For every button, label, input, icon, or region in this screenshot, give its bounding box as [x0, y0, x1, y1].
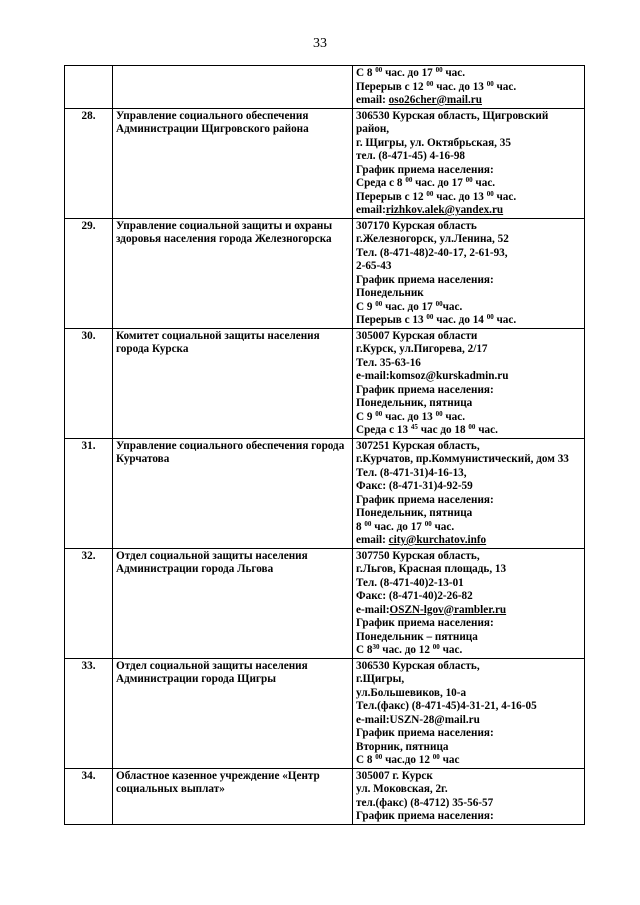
contact-text: 305007 Курская области [356, 329, 478, 342]
contact-text: ул.Большевиков, 10-а [356, 686, 467, 699]
contact-text: Понедельник, пятница [356, 397, 473, 409]
contact-line [356, 550, 581, 564]
contact-line [356, 397, 581, 411]
contact-text: час. до 17 [382, 67, 436, 79]
contact-line [356, 770, 581, 784]
contact-line [356, 577, 581, 591]
time-minutes-superscript: 00 [486, 313, 494, 321]
contact-text: Тел. (8-471-31)4-16-13, [356, 466, 467, 479]
time-minutes-superscript: 00 [426, 313, 434, 321]
contact-line [356, 370, 581, 384]
contact-details [353, 66, 585, 109]
contact-line [356, 287, 581, 301]
contact-line [356, 150, 581, 164]
contact-line [356, 687, 581, 701]
contact-text: час. [442, 300, 463, 313]
time-minutes-superscript: 00 [364, 519, 372, 528]
organization-name: Комитет социальной защиты населения города Курска [113, 328, 353, 438]
contact-text: Вторник, пятница [356, 740, 449, 753]
contact-text: Перерыв с 13 [356, 314, 427, 326]
organization-name: Отдел социальной защиты населения Администрации города Щигры [113, 658, 353, 768]
contact-text: час. до 13 [433, 190, 487, 203]
contact-line [356, 220, 581, 234]
time-minutes-superscript: 00 [432, 643, 440, 651]
table-row [65, 108, 585, 218]
time-minutes-superscript: 00 [426, 79, 434, 88]
page-number: 33 [313, 36, 327, 51]
contact-line [356, 797, 581, 811]
contact-details [353, 218, 585, 328]
contact-text: 8 [356, 520, 365, 533]
time-minutes-superscript: 00 [486, 189, 494, 198]
contact-text: 2-65-43 [356, 260, 392, 272]
contact-text: г.Курчатов, пр.Коммунистический, дом 33 [356, 453, 569, 465]
time-minutes-superscript: 00 [435, 409, 443, 418]
time-minutes-superscript: 00 [375, 409, 383, 418]
contact-line [356, 453, 581, 467]
email-link: OSZN-lgov@rambler.ru [389, 603, 507, 616]
contact-text: час. до 17 [382, 300, 436, 313]
contact-text: час. [472, 177, 496, 189]
contact-text: Понедельник, пятница [356, 507, 473, 519]
row-number [65, 66, 113, 109]
contact-text: 307251 Курская область, [356, 439, 480, 452]
table-row [65, 768, 585, 824]
table-row [65, 218, 585, 328]
contact-text: час. до 13 [382, 410, 436, 423]
contact-line [356, 314, 581, 328]
time-minutes-superscript: 00 [468, 423, 476, 431]
organization-name: Управление социального обеспечения Администрации Щигровского района [113, 108, 353, 218]
table-row [65, 658, 585, 768]
organization-name [113, 66, 353, 109]
contact-text: График приема населения: [356, 493, 494, 506]
contact-line [356, 754, 581, 768]
contact-text: час. [475, 424, 498, 436]
contact-text: 307170 Курская область [356, 219, 477, 232]
contact-text: г. Щигры, ул. Октябрьская, 35 [356, 136, 511, 149]
contact-details [353, 658, 585, 768]
contact-line [356, 644, 581, 658]
time-minutes-superscript: 00 [465, 176, 473, 184]
contact-text: час. [493, 314, 517, 326]
contact-text: e-mail:komsoz@kurskadmin.ru [356, 370, 509, 382]
email-link: oso26cher@mail.ru [388, 94, 482, 106]
contact-text: С 8 [356, 754, 376, 766]
contact-line [356, 494, 581, 508]
contact-line [356, 233, 581, 247]
contact-text: час. до 13 [433, 80, 487, 93]
contact-text: email: [356, 94, 389, 106]
contact-text: час. до 14 [433, 314, 487, 326]
table-row [65, 438, 585, 548]
time-minutes-superscript: 00 [435, 66, 443, 74]
contact-text: Понедельник – пятница [356, 630, 478, 643]
time-minutes-superscript: 30 [372, 643, 380, 651]
contact-text: График приема населения: [356, 273, 494, 286]
row-number: 30. [65, 328, 113, 438]
contact-text: час. [442, 67, 466, 79]
contact-text: График приема населения: [356, 617, 494, 629]
contact-text: С 8 [356, 644, 373, 656]
contact-line [356, 67, 581, 81]
contact-text: ул. Моковская, 2г. [356, 783, 448, 795]
contact-line [356, 617, 581, 631]
contact-text: час до 18 [417, 424, 469, 436]
contact-text: e-mail:USZN-28@mail.ru [356, 713, 480, 726]
contact-text: Тел. 35-63-16 [356, 356, 421, 369]
email-link: rizhkov.alek@yandex.ru [385, 204, 504, 216]
contact-line [356, 343, 581, 357]
contact-text: Перерыв с 12 [356, 190, 427, 203]
contact-line [356, 480, 581, 494]
contact-text: Среда с 13 [356, 424, 411, 436]
contact-text: час. [439, 644, 463, 656]
contact-text: 306530 Курская область, [356, 659, 480, 672]
contact-text: час. [431, 520, 455, 533]
contact-line [356, 727, 581, 741]
contact-text: час. до 17 [412, 177, 466, 189]
social-services-table [64, 65, 585, 825]
contact-line [356, 521, 581, 535]
contact-line [356, 384, 581, 398]
contact-line [356, 301, 581, 315]
time-minutes-superscript: 00 [432, 753, 440, 761]
contact-line [356, 604, 581, 618]
table-row [65, 66, 585, 109]
contact-text: График приема населения: [356, 383, 494, 396]
contact-line [356, 191, 581, 205]
contact-text: г.Железногорск, ул.Ленина, 52 [356, 233, 509, 245]
time-minutes-superscript: 00 [405, 176, 413, 184]
contact-text: email: [356, 534, 389, 546]
contact-line [356, 440, 581, 454]
contact-line [356, 673, 581, 687]
contact-text: час. [493, 190, 517, 203]
contact-line [356, 110, 581, 137]
contact-line [356, 260, 581, 274]
contact-line [356, 714, 581, 728]
contact-text: e-mail: [356, 603, 390, 616]
contact-line [356, 424, 581, 438]
contact-line [356, 81, 581, 95]
table-row [65, 548, 585, 658]
time-minutes-superscript: 00 [424, 519, 432, 528]
contact-line [356, 467, 581, 481]
contact-line [356, 660, 581, 674]
contact-line [356, 534, 581, 548]
contact-line [356, 563, 581, 577]
contact-text: г.Щигры, [356, 673, 405, 685]
row-number: 31. [65, 438, 113, 548]
organization-name: Управление социального обеспечения города Курчатова [113, 438, 353, 548]
table-row [65, 328, 585, 438]
contact-line [356, 631, 581, 645]
time-minutes-superscript: 00 [435, 299, 443, 308]
contact-details [353, 108, 585, 218]
contact-text: График приема населения: [356, 810, 494, 822]
contact-text: Перерыв с 12 [356, 80, 427, 93]
time-minutes-superscript: 00 [375, 753, 383, 761]
contact-line [356, 330, 581, 344]
contact-text: 306530 Курская область, Щигровский район, [356, 109, 549, 135]
contact-text: Среда с 8 [356, 177, 406, 189]
contact-line [356, 247, 581, 261]
contact-line [356, 177, 581, 191]
row-number: 32. [65, 548, 113, 658]
contact-text: С 8 [356, 67, 376, 79]
contact-text: тел.(факс) (8-4712) 35-56-57 [356, 796, 494, 809]
contact-text: График приема населения: [356, 727, 494, 739]
contact-text: Тел. (8-471-48)2-40-17, 2-61-93, [356, 246, 508, 259]
contact-text: email: [356, 204, 386, 216]
contact-line [356, 274, 581, 288]
contact-text: час. [442, 410, 466, 423]
contact-line [356, 94, 581, 108]
contact-line [356, 411, 581, 425]
contact-text: 305007 г. Курск [356, 769, 433, 782]
contact-details [353, 548, 585, 658]
contact-text: С 9 [356, 410, 376, 423]
time-minutes-superscript: 00 [375, 299, 383, 308]
time-minutes-superscript: 00 [486, 79, 494, 88]
time-minutes-superscript: 00 [375, 66, 383, 74]
row-number: 29. [65, 218, 113, 328]
contact-line [356, 590, 581, 604]
contact-line [356, 164, 581, 178]
contact-text: час. до 12 [379, 644, 433, 656]
organization-name: Областное казенное учреждение «Центр социальных выплат» [113, 768, 353, 824]
contact-text: тел. (8-471-45) 4-16-98 [356, 150, 466, 162]
contact-details [353, 438, 585, 548]
contact-line [356, 507, 581, 521]
contact-line [356, 204, 581, 218]
contact-text: Понедельник [356, 287, 424, 299]
row-number: 28. [65, 108, 113, 218]
contact-text: Тел. (8-471-40)2-13-01 [356, 576, 464, 589]
contact-line [356, 137, 581, 151]
contact-details [353, 768, 585, 824]
contact-text: 307750 Курская область, [356, 549, 480, 562]
row-number: 34. [65, 768, 113, 824]
contact-text: час.до 12 [382, 754, 433, 766]
contact-text: С 9 [356, 300, 376, 313]
contact-details [353, 328, 585, 438]
contact-text: Тел.(факс) (8-471-45)4-31-21, 4-16-05 [356, 700, 537, 712]
contact-line [356, 810, 581, 824]
contact-text: График приема населения: [356, 163, 494, 176]
email-link: city@kurchatov.info [388, 534, 487, 546]
contact-text: г.Льгов, Красная площадь, 13 [356, 563, 507, 575]
contact-text: час. [493, 80, 517, 93]
contact-line [356, 741, 581, 755]
contact-text: час. до 17 [371, 520, 425, 533]
contact-text: час [439, 754, 460, 766]
organization-name: Управление социальной защиты и охраны здоровья населения города Железногорска [113, 218, 353, 328]
contact-line [356, 700, 581, 714]
row-number: 33. [65, 658, 113, 768]
contact-text: Факс: (8-471-40)2-26-82 [356, 590, 473, 602]
organization-name: Отдел социальной защиты населения Администрации города Льгова [113, 548, 353, 658]
contact-text: Факс: (8-471-31)4-92-59 [356, 480, 473, 492]
time-minutes-superscript: 00 [426, 189, 434, 198]
time-minutes-superscript: 45 [410, 423, 418, 431]
contact-line [356, 783, 581, 797]
contact-text: г.Курск, ул.Пигорева, 2/17 [356, 343, 488, 355]
contact-line [356, 357, 581, 371]
